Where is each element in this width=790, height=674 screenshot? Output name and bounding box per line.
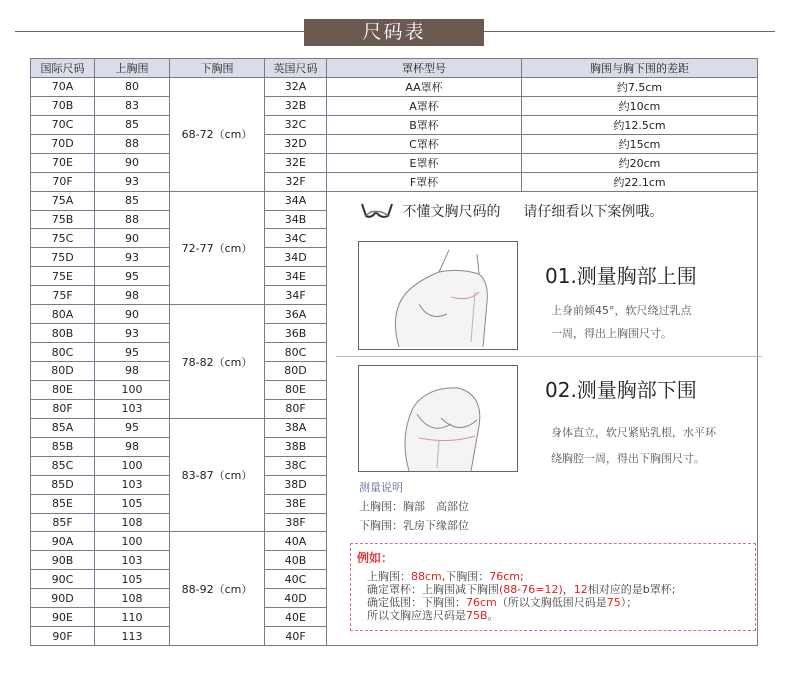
intl-size-cell: 80A <box>31 305 95 324</box>
difference-cell: 约15cm <box>522 134 758 153</box>
difference-cell: 约12.5cm <box>522 115 758 134</box>
upper-bust-cell: 98 <box>95 437 170 456</box>
upper-bust-cell: 103 <box>95 475 170 494</box>
under-bust-cell: 78-82（cm） <box>170 305 265 419</box>
uk-size-cell: 40E <box>265 608 327 627</box>
ex2-sep: ， <box>562 583 574 596</box>
uk-size-cell: 38E <box>265 494 327 513</box>
intl-size-cell: 90C <box>31 570 95 589</box>
step1-title: 01.测量胸部上围 <box>545 264 697 288</box>
upper-bust-cell: 98 <box>95 362 170 381</box>
intl-size-cell: 80F <box>31 399 95 418</box>
intl-size-cell: 90D <box>31 589 95 608</box>
step2-desc-line2: 绕胸腔一周，得出下胸围尺寸。 <box>551 452 705 465</box>
table-row <box>31 96 758 115</box>
ex4-size: 75B <box>466 609 488 622</box>
step1-desc-line2: 一周，得出上胸围尺寸。 <box>551 327 672 340</box>
page-title: 尺码表 <box>304 19 484 46</box>
uk-size-cell: 34E <box>265 267 327 286</box>
upper-bust-cell: 108 <box>95 589 170 608</box>
upper-bust-cell: 85 <box>95 115 170 134</box>
upper-bust-cell: 100 <box>95 456 170 475</box>
header-under-bust: 下胸围 <box>170 59 265 78</box>
ex3-band: 75 <box>606 596 621 609</box>
cup-type-cell: B罩杯 <box>327 115 522 134</box>
header-difference: 胸围与胸下围的差距 <box>522 59 758 78</box>
upper-bust-figure-icon <box>359 242 517 349</box>
cup-type-cell: A罩杯 <box>327 96 522 115</box>
uk-size-cell: 80D <box>265 362 327 381</box>
upper-bust-cell: 90 <box>95 305 170 324</box>
uk-size-cell: 38A <box>265 418 327 437</box>
upper-bust-cell: 100 <box>95 380 170 399</box>
difference-cell: 约10cm <box>522 96 758 115</box>
intl-size-cell: 80D <box>31 362 95 381</box>
uk-size-cell: 40C <box>265 570 327 589</box>
intl-size-cell: 70C <box>31 115 95 134</box>
ex3-end: ）； <box>620 596 638 609</box>
difference-cell: 约20cm <box>522 153 758 172</box>
intl-size-cell: 75E <box>31 267 95 286</box>
intl-size-cell: 90E <box>31 608 95 627</box>
cup-type-cell: E罩杯 <box>327 153 522 172</box>
note-line1: 上胸围：胸部 高部位 <box>359 500 469 513</box>
ex1-label2: ,下胸围： <box>441 570 490 583</box>
ex2-label: 确定罩杯：上胸围减下胸围 <box>367 583 499 596</box>
uk-size-cell: 32A <box>265 77 327 96</box>
uk-size-cell: 34B <box>265 210 327 229</box>
uk-size-cell: 80E <box>265 380 327 399</box>
note-line2: 下胸围：乳房下缘部位 <box>359 519 469 532</box>
step1-desc <box>551 299 692 345</box>
upper-bust-cell: 85 <box>95 191 170 210</box>
under-bust-figure-icon <box>359 366 517 471</box>
table-row <box>31 77 758 96</box>
cup-type-cell: AA罩杯 <box>327 77 522 96</box>
step2-title: 02.测量胸部下围 <box>545 378 697 402</box>
example-line4 <box>367 607 499 623</box>
upper-bust-illustration <box>358 241 518 350</box>
note-title: 测量说明 <box>359 481 403 494</box>
intl-size-cell: 75F <box>31 286 95 305</box>
uk-size-cell: 32C <box>265 115 327 134</box>
intl-size-cell: 75A <box>31 191 95 210</box>
uk-size-cell: 32D <box>265 134 327 153</box>
upper-bust-cell: 105 <box>95 494 170 513</box>
intl-size-cell: 75C <box>31 229 95 248</box>
uk-size-cell: 32F <box>265 172 327 191</box>
ex3-label2: （所以文胸低围尺码是 <box>496 596 607 609</box>
intl-size-cell: 70B <box>31 96 95 115</box>
upper-bust-cell: 100 <box>95 532 170 551</box>
uk-size-cell: 34D <box>265 248 327 267</box>
upper-bust-cell: 105 <box>95 570 170 589</box>
uk-size-cell: 40A <box>265 532 327 551</box>
difference-cell: 约22.1cm <box>522 172 758 191</box>
upper-bust-cell: 103 <box>95 551 170 570</box>
uk-size-cell: 38F <box>265 513 327 532</box>
uk-size-cell: 80F <box>265 399 327 418</box>
under-bust-cell: 72-77（cm） <box>170 191 265 305</box>
cup-type-cell: F罩杯 <box>327 172 522 191</box>
upper-bust-cell: 83 <box>95 96 170 115</box>
measure-notes <box>359 478 469 535</box>
upper-bust-cell: 95 <box>95 343 170 362</box>
ex1-under-value: 76cm <box>489 570 521 583</box>
bra-icon <box>360 200 394 220</box>
intl-size-cell: 90A <box>31 532 95 551</box>
under-bust-cell: 68-72（cm） <box>170 77 265 191</box>
ex1-end: ; <box>520 570 524 583</box>
upper-bust-cell: 95 <box>95 267 170 286</box>
step1-desc-line1: 上身前倾45°，软尺绕过乳点 <box>551 304 692 317</box>
ex4-end: 。 <box>487 609 499 622</box>
under-bust-cell: 83-87（cm） <box>170 418 265 532</box>
intl-size-cell: 90B <box>31 551 95 570</box>
upper-bust-cell: 88 <box>95 134 170 153</box>
header-cup-type: 罩杯型号 <box>327 59 522 78</box>
upper-bust-cell: 93 <box>95 248 170 267</box>
intl-size-cell: 75B <box>31 210 95 229</box>
upper-bust-cell: 113 <box>95 627 170 646</box>
intro-text-a: 不懂文胸尺码的 <box>402 204 501 220</box>
intl-size-cell: 80C <box>31 343 95 362</box>
ex3-value: 76cm <box>466 596 497 609</box>
intl-size-cell: 70D <box>31 134 95 153</box>
upper-bust-cell: 90 <box>95 229 170 248</box>
upper-bust-cell: 95 <box>95 418 170 437</box>
under-bust-cell: 88-92（cm） <box>170 532 265 646</box>
table-row <box>31 153 758 172</box>
ex1-label: 上胸围： <box>367 570 411 583</box>
uk-size-cell: 40B <box>265 551 327 570</box>
ex2-diff: 12 <box>573 583 588 596</box>
upper-bust-cell: 108 <box>95 513 170 532</box>
step2-desc-line1: 身体直立，软尺紧贴乳根，水平环 <box>551 426 716 439</box>
upper-bust-cell: 88 <box>95 210 170 229</box>
uk-size-cell: 40F <box>265 627 327 646</box>
intl-size-cell: 85E <box>31 494 95 513</box>
guide-intro <box>360 200 663 221</box>
upper-bust-cell: 103 <box>95 399 170 418</box>
difference-cell: 约7.5cm <box>522 77 758 96</box>
uk-size-cell: 34F <box>265 286 327 305</box>
uk-size-cell: 34C <box>265 229 327 248</box>
upper-bust-cell: 90 <box>95 153 170 172</box>
upper-bust-cell: 110 <box>95 608 170 627</box>
ex2-end: 相对应的是b罩杯; <box>587 583 676 596</box>
upper-bust-cell: 80 <box>95 77 170 96</box>
upper-bust-cell: 98 <box>95 286 170 305</box>
upper-bust-cell: 93 <box>95 172 170 191</box>
intl-size-cell: 70F <box>31 172 95 191</box>
header-intl-size: 国际尺码 <box>31 59 95 78</box>
upper-bust-cell: 93 <box>95 324 170 343</box>
ex3-label: 确定低围：下胸围： <box>367 596 466 609</box>
intl-size-cell: 85D <box>31 475 95 494</box>
uk-size-cell: 38C <box>265 456 327 475</box>
ex4-label: 所以文胸应选尺码是 <box>367 609 466 622</box>
intl-size-cell: 90F <box>31 627 95 646</box>
uk-size-cell: 32B <box>265 96 327 115</box>
intl-size-cell: 85F <box>31 513 95 532</box>
uk-size-cell: 36A <box>265 305 327 324</box>
header-uk-size: 英国尺码 <box>265 59 327 78</box>
ex1-upper-value: 88cm <box>411 570 442 583</box>
intl-size-cell: 80E <box>31 380 95 399</box>
uk-size-cell: 38B <box>265 437 327 456</box>
uk-size-cell: 38D <box>265 475 327 494</box>
under-bust-illustration <box>358 365 518 472</box>
table-row <box>31 172 758 191</box>
table-header-row <box>31 59 758 78</box>
intl-size-cell: 80B <box>31 324 95 343</box>
intl-size-cell: 70E <box>31 153 95 172</box>
uk-size-cell: 80C <box>265 343 327 362</box>
intl-size-cell: 85C <box>31 456 95 475</box>
guide-divider <box>336 356 762 357</box>
uk-size-cell: 36B <box>265 324 327 343</box>
uk-size-cell: 32E <box>265 153 327 172</box>
header-upper-bust: 上胸围 <box>95 59 170 78</box>
ex2-calc: (88-76=12) <box>499 583 563 596</box>
uk-size-cell: 40D <box>265 589 327 608</box>
example-box <box>350 543 756 631</box>
step2-desc <box>551 420 716 472</box>
cup-type-cell: C罩杯 <box>327 134 522 153</box>
intl-size-cell: 85B <box>31 437 95 456</box>
intl-size-cell: 85A <box>31 418 95 437</box>
uk-size-cell: 34A <box>265 191 327 210</box>
table-row <box>31 134 758 153</box>
table-row <box>31 115 758 134</box>
intro-text-b: 请仔细看以下案例哦。 <box>523 204 664 220</box>
intl-size-cell: 75D <box>31 248 95 267</box>
example-title: 例如： <box>357 551 394 565</box>
intl-size-cell: 70A <box>31 77 95 96</box>
